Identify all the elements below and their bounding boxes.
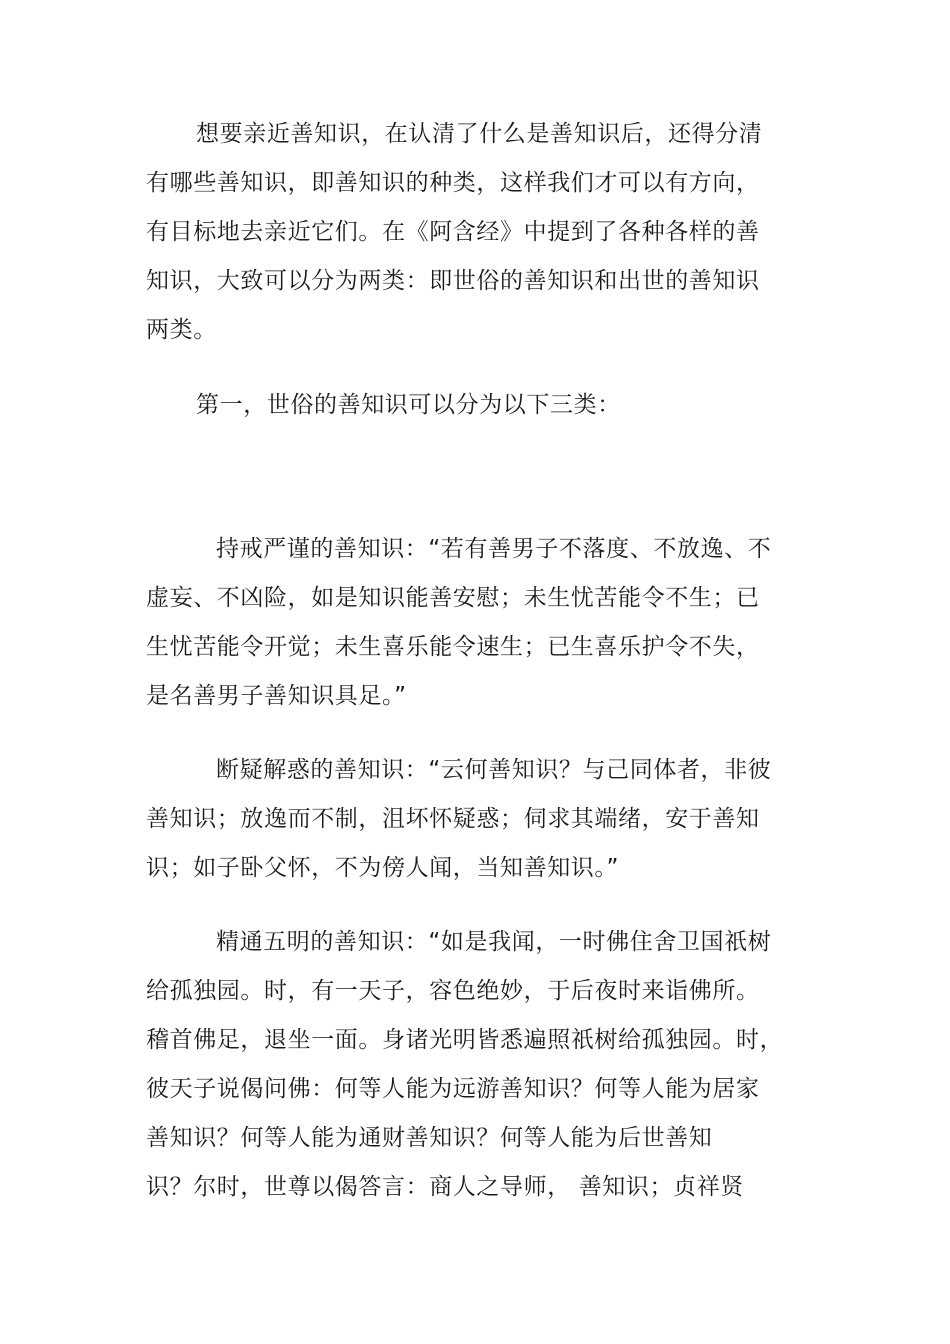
text-line: 想要亲近善知识，在认清了什么是善知识后，还得分清 [196, 121, 763, 147]
text-line: 虚妄、不凶险，如是知识能善安慰；未生忧苦能令不生；已 [146, 585, 760, 611]
text-line: 生忧苦能令开觉；未生喜乐能令速生；已生喜乐护令不失， [146, 634, 760, 660]
text-line: 持戒严谨的善知识：“若有善男子不落度、不放逸、不 [216, 536, 772, 562]
text-line: 识；如子卧父怀，不为傍人闻，当知善知识。” [146, 855, 620, 881]
text-line: 知识，大致可以分为两类：即世俗的善知识和出世的善知识 [146, 268, 760, 294]
text-line: 善知识；放逸而不制，沮坏怀疑惑；伺求其端绪，安于善知 [146, 806, 760, 832]
text-line: 稽首佛足，退坐一面。身诸光明皆悉遍照祇树给孤独园。时， [146, 1027, 784, 1053]
paragraph-precepts [146, 525, 826, 721]
paragraph-intro [146, 110, 826, 355]
text-line: 有目标地去亲近它们。在《阿含经》中提到了各种各样的善 [146, 219, 760, 245]
paragraph-section-heading [146, 381, 826, 430]
text-line: 善知识？何等人能为通财善知识？何等人能为后世善知 [146, 1125, 713, 1151]
paragraph-five-sciences [146, 918, 826, 1212]
paragraph-resolve-doubts [146, 746, 826, 893]
text-line: 识？尔时，世尊以偈答言：商人之导师， 善知识；贞祥贤 [146, 1174, 744, 1200]
text-line: 彼天子说偈问佛：何等人能为远游善知识？何等人能为居家 [146, 1076, 760, 1102]
text-line: 断疑解惑的善知识：“云何善知识？与己同体者，非彼 [216, 757, 772, 783]
text-line: 两类。 [146, 317, 217, 343]
text-line: 有哪些善知识，即善知识的种类，这样我们才可以有方向， [146, 170, 760, 196]
text-line: 是名善男子善知识具足。” [146, 683, 407, 709]
text-line: 第一，世俗的善知识可以分为以下三类： [196, 392, 621, 418]
text-line: 给孤独园。时，有一天子，容色绝妙，于后夜时来诣佛所。 [146, 978, 760, 1004]
text-line: 精通五明的善知识：“如是我闻，一时佛住舍卫国祇树 [216, 929, 772, 955]
